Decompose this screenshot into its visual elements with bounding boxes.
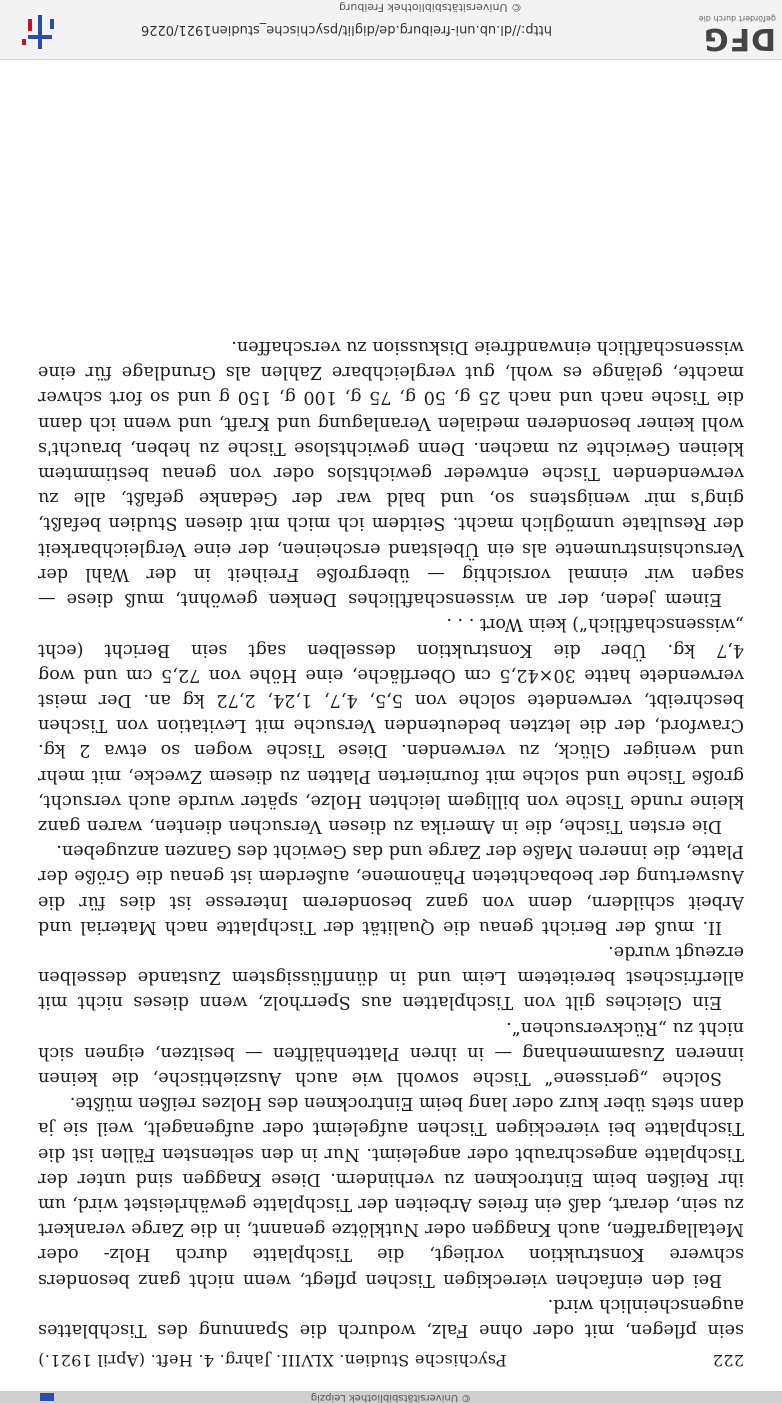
university-library-logo-icon <box>12 9 62 53</box>
body-paragraph: Ein Gleiches gilt von Tischplatten aus Sperrholz, wenn dieses nicht mit allerfrischest bereitetem Leim und in dünnflüssigstem Zustande desselben erzeugt wurde. <box>38 941 744 1013</box>
permalink[interactable]: http://dl.ub.uni-freiburg.de/diglit/psychische_studien1921/0226 <box>140 22 552 37</box>
library-mark-icon <box>40 1393 54 1401</box>
body-paragraph: sein pflegen, mit oder ohne Falz, wodurch die Spannung des Tischblattes augenscheinlich wird. <box>38 1294 744 1340</box>
body-paragraph: Bei den einfachen viereckigen Tischen pflegt, wenn nicht ganz besonders schwere Konstruktion vorliegt, die Tischplatte durch Holz- oder Metallagraffen, auch Knaggen oder Nutklötze genannt, in die Zarge verankert zu sein, derart, daß ein freies Arbeiten der Tischplatte gewährleistet wird, um ihr Reißen beim Eintrocknen zu verhindern. Diese Knaggen sind unter der Tischplatte angeschraubt oder angeleimt. Nur in den seltensten Fällen ist die Tischplatte bei viereckigen Tischen aufgeleimt oder aufgenagelt, weil sie ja dann stets über kurz oder lang beim Eintrocknen des Holzes reißen müßte. <box>38 1093 744 1290</box>
dfg-logo-caption: gefördert durch die <box>698 14 776 23</box>
page-header <box>38 1348 744 1373</box>
running-title: Psychische Studien. XLVIII. Jahrg. 4. Heft. (April 1921.) <box>38 1351 507 1370</box>
bottom-source-bar <box>0 0 782 60</box>
source-credit: © Universitätsbibliothek Leipzig <box>310 1392 472 1403</box>
body-paragraph: II. muß der Bericht genau die Qualität der Tischplatte nach Material und Arbeit schildern, denn von ganz besonderem Interesse ist dies für die Auswertung der beobachteten Phänomene, außerdem ist genau die Größe der Platte, die inneren Maße der Zarge und das Gewicht des Ganzen anzugeben. <box>38 841 744 937</box>
copyright-notice: © Universitätsbibliothek Freiburg <box>339 1 522 14</box>
page-body <box>38 334 744 1342</box>
dfg-logo <box>672 9 776 56</box>
body-paragraph: Einem jeden, der an wissenschaftliches Denken gewöhnt, muß diese — sagen wir einmal vorsichtig — übergroße Freiheit in der Wahl der Versuchsinstrumente als ein Übelstand erscheinen, der eine Vergleichbarkeit der Resultate unmöglich macht. Seitdem ich mich mit diesen Studien befaßt, ging's mir wenigstens so, und bald war der Gedanke gefaßt, alle zu verwendenden Tische entweder gewichtslos oder von genau bestimmtem kleinen Gewichte zu machen. Denn gewichtslose Tische zu heben, braucht's wohl keiner besonderen medialen Veranlagung und Kraft, und wenn ich dann die Tische nach und nach 25 g, 50 g, 75 g, 100 g, 150 g und so fort schwer machte, gelänge es wohl, gut vergleichbare Zahlen als Grundlage für eine wissenschaftlich einwandfreie Diskussion zu verschaffen. <box>38 337 744 610</box>
dfg-logo-mark: DFG <box>702 21 776 56</box>
scanned-page <box>38 334 744 1373</box>
page-number: 222 <box>712 1351 744 1370</box>
body-paragraph: Solche „gerissene“ Tische sowohl wie auch Ausziehtische, die keinen inneren Zusammenhang — in ihren Plattenhälften — besitzen, eignen sich nicht zu „Rückversuchen“. <box>38 1017 744 1088</box>
top-source-bar <box>0 1391 782 1403</box>
body-paragraph: Die ersten Tische, die in Amerika zu diesen Versuchen dienten, waren ganz kleine runde Tische von billigem leichten Holze, später wurde auch versucht, große Tische und solche mit fournierten Platten zu diesem Zwecke, mit mehr und weniger Glück, zu verwenden. Diese Tische wogen so etwa 2 kg. Crawford, der die letzten bedeutenden Versuche mit Levitation von Tischen beschreibt, verwendete solche von 5,5, 4,7, 1,24, 2,72 kg an. Der meist verwendete hatte 30×42,5 cm Oberfläche, eine Höhe von 72,5 cm und wog 4,7 kg. Über die Konstruktion desselben sagt sein Bericht (echt „wissenschaftlich“) kein Wort . . . <box>38 614 744 836</box>
